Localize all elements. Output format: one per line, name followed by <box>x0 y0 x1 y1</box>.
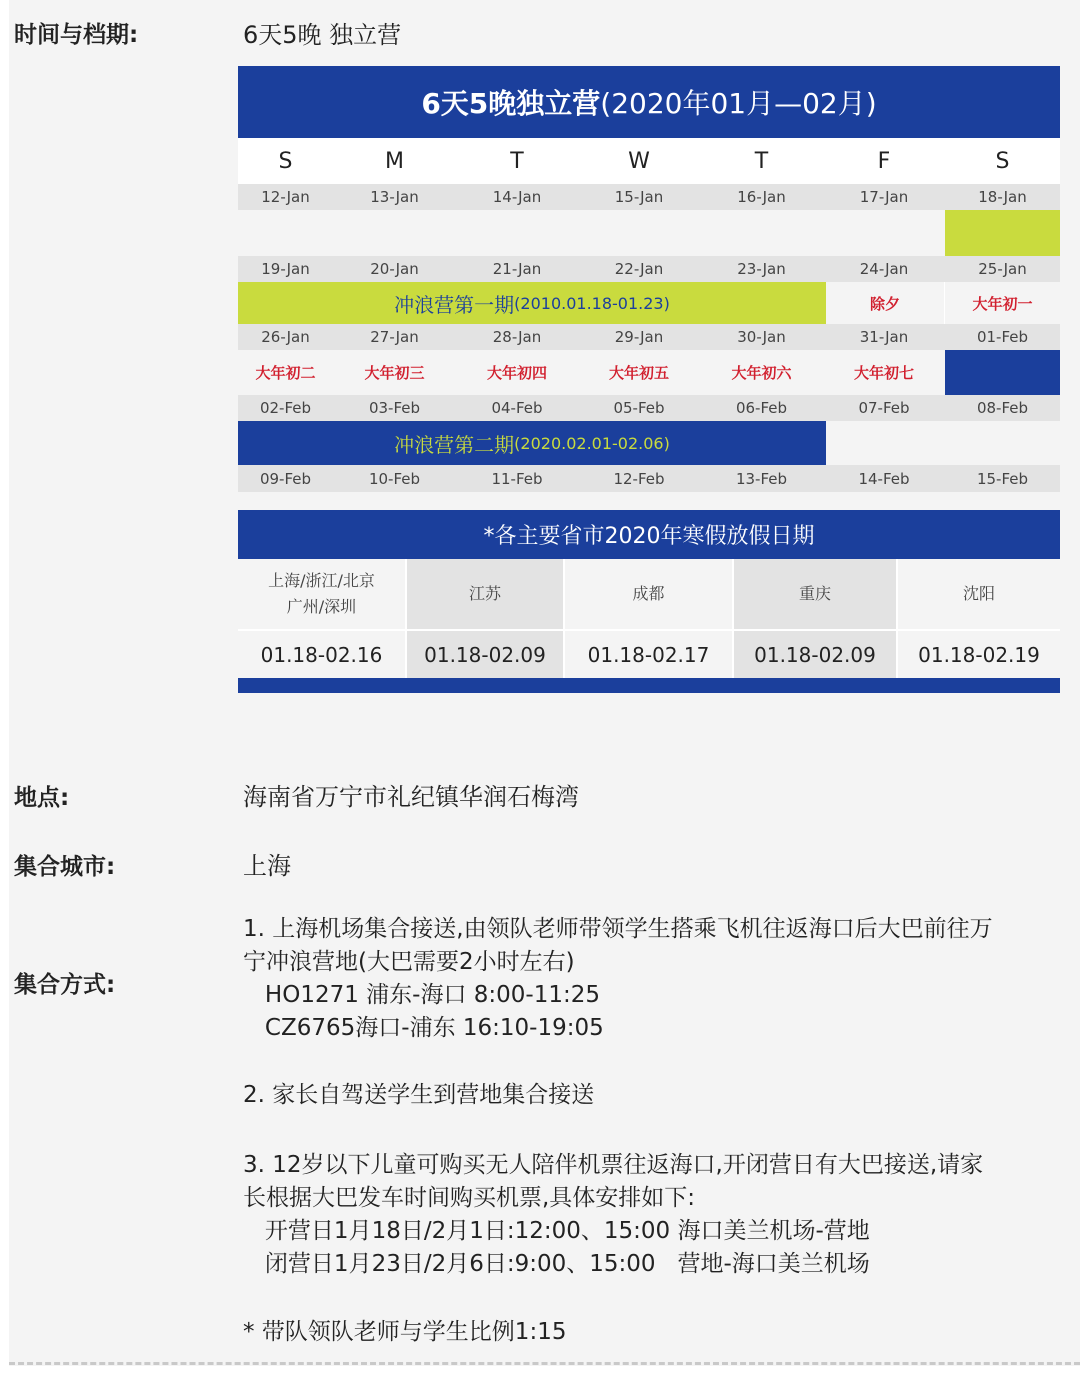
camp-session-2-dates: (2020.02.01-02.06) <box>514 433 670 453</box>
calendar-date: 21-Jan <box>456 256 578 282</box>
holiday-day: 大年初二 <box>238 350 333 395</box>
holiday-day: 大年初七 <box>823 350 945 395</box>
holiday-day: 大年初一 <box>945 282 1060 324</box>
calendar-date: 13-Jan <box>333 184 456 210</box>
weekday-header: W <box>628 148 650 174</box>
calendar-date: 23-Jan <box>700 256 823 282</box>
calendar-date: 24-Jan <box>823 256 945 282</box>
calendar-date: 12-Feb <box>578 465 700 492</box>
calendar-date: 15-Jan <box>578 184 700 210</box>
holiday-table-date-range: 01.18-02.19 <box>898 629 1060 678</box>
calendar-date: 07-Feb <box>823 395 945 421</box>
camp-session-1-dates: (2010.01.18-01.23) <box>514 293 670 313</box>
calendar-empty-cell <box>238 210 945 256</box>
calendar-date: 17-Jan <box>823 184 945 210</box>
calendar-title-range: (2020年01月—02月) <box>600 87 877 120</box>
camp-day-marker <box>945 350 1060 395</box>
weekday-header: S <box>278 148 293 174</box>
camp-session-2-bar <box>238 421 826 465</box>
weekday-header: S <box>995 148 1010 174</box>
calendar-date: 31-Jan <box>823 324 945 350</box>
calendar-date: 20-Jan <box>333 256 456 282</box>
holiday-table-date-range: 01.18-02.09 <box>734 629 898 678</box>
method-label: 集合方式: <box>14 972 116 998</box>
method-line-option3a: 3. 12岁以下儿童可购买无人陪伴机票往返海口,开闭营日有大巴接送,请家 <box>243 1152 984 1178</box>
method-line-2: 宁冲浪营地(大巴需要2小时左右) <box>243 949 575 975</box>
calendar-date: 10-Feb <box>333 465 456 492</box>
calendar-date: 02-Feb <box>238 395 333 421</box>
calendar-date: 06-Feb <box>700 395 823 421</box>
method-bus-close: 闭营日1月23日/2月6日:9:00、15:00 营地-海口美兰机场 <box>243 1251 870 1277</box>
method-flight-2: CZ6765海口-浦东 16:10-19:05 <box>243 1015 604 1041</box>
holiday-table-city: 成都 <box>565 559 734 629</box>
section-divider <box>9 1362 1080 1365</box>
holiday-table-date-range: 01.18-02.09 <box>407 629 565 678</box>
calendar-date: 19-Jan <box>238 256 333 282</box>
camp-session-2-name: 冲浪营第二期 <box>394 432 515 457</box>
holiday-day: 大年初六 <box>700 350 823 395</box>
method-line-1: 1. 上海机场集合接送,由领队老师带领学生搭乘飞机往返海口后大巴前往万 <box>243 916 993 942</box>
weekday-header: F <box>877 148 891 174</box>
holiday-day: 大年初三 <box>333 350 456 395</box>
calendar-date: 15-Feb <box>945 465 1060 492</box>
holiday-eve: 除夕 <box>826 282 944 324</box>
calendar-date: 05-Feb <box>578 395 700 421</box>
method-line-option3b: 长根据大巴发车时间购买机票,具体安排如下: <box>243 1185 696 1211</box>
calendar-date: 13-Feb <box>700 465 823 492</box>
calendar-date: 29-Jan <box>578 324 700 350</box>
calendar-date: 12-Jan <box>238 184 333 210</box>
holiday-table-title: *各主要省市2020年寒假放假日期 <box>238 510 1060 559</box>
calendar-date: 14-Feb <box>823 465 945 492</box>
camp-day-marker <box>945 210 1060 256</box>
calendar-date: 28-Jan <box>456 324 578 350</box>
time-label: 时间与档期: <box>14 22 139 48</box>
calendar-date: 08-Feb <box>945 395 1060 421</box>
holiday-table-city: 上海/浙江/北京 广州/深圳 <box>238 559 407 629</box>
camp-session-1-name: 冲浪营第一期 <box>394 292 515 317</box>
calendar-date: 18-Jan <box>945 184 1060 210</box>
calendar-date: 22-Jan <box>578 256 700 282</box>
holiday-table-footer-bar <box>238 678 1060 693</box>
weekday-header: T <box>510 148 524 174</box>
calendar-date: 30-Jan <box>700 324 823 350</box>
camp-calendar <box>238 66 1060 492</box>
weekday-header: T <box>754 148 769 174</box>
weekday-header: M <box>385 148 404 174</box>
method-line-option2: 2. 家长自驾送学生到营地集合接送 <box>243 1082 595 1108</box>
time-value: 6天5晚 独立营 <box>243 21 402 49</box>
camp-session-1-bar <box>238 282 826 324</box>
calendar-empty-cell <box>826 421 1060 465</box>
calendar-date: 04-Feb <box>456 395 578 421</box>
holiday-table-city: 重庆 <box>734 559 898 629</box>
holiday-table-city: 沈阳 <box>898 559 1060 629</box>
calendar-date: 09-Feb <box>238 465 333 492</box>
location-label: 地点: <box>14 785 70 811</box>
calendar-date: 01-Feb <box>945 324 1060 350</box>
calendar-date: 03-Feb <box>333 395 456 421</box>
holiday-day: 大年初四 <box>456 350 578 395</box>
calendar-date: 14-Jan <box>456 184 578 210</box>
calendar-title <box>238 66 1060 138</box>
holiday-table-date-range: 01.18-02.17 <box>565 629 734 678</box>
city-value: 上海 <box>243 852 291 880</box>
holiday-table <box>238 510 1060 693</box>
location-value: 海南省万宁市礼纪镇华润石梅湾 <box>243 783 579 811</box>
method-ratio-note: * 带队领队老师与学生比例1:15 <box>243 1319 567 1345</box>
calendar-title-main: 6天5晚独立营 <box>421 87 601 120</box>
holiday-table-city: 江苏 <box>407 559 565 629</box>
holiday-table-date-range: 01.18-02.16 <box>238 629 407 678</box>
calendar-date: 25-Jan <box>945 256 1060 282</box>
holiday-day: 大年初五 <box>578 350 700 395</box>
calendar-date: 26-Jan <box>238 324 333 350</box>
method-flight-1: HO1271 浦东-海口 8:00-11:25 <box>243 982 601 1008</box>
calendar-date: 11-Feb <box>456 465 578 492</box>
calendar-date: 27-Jan <box>333 324 456 350</box>
calendar-date: 16-Jan <box>700 184 823 210</box>
method-bus-open: 开营日1月18日/2月1日:12:00、15:00 海口美兰机场-营地 <box>243 1218 870 1244</box>
city-label: 集合城市: <box>14 854 116 880</box>
